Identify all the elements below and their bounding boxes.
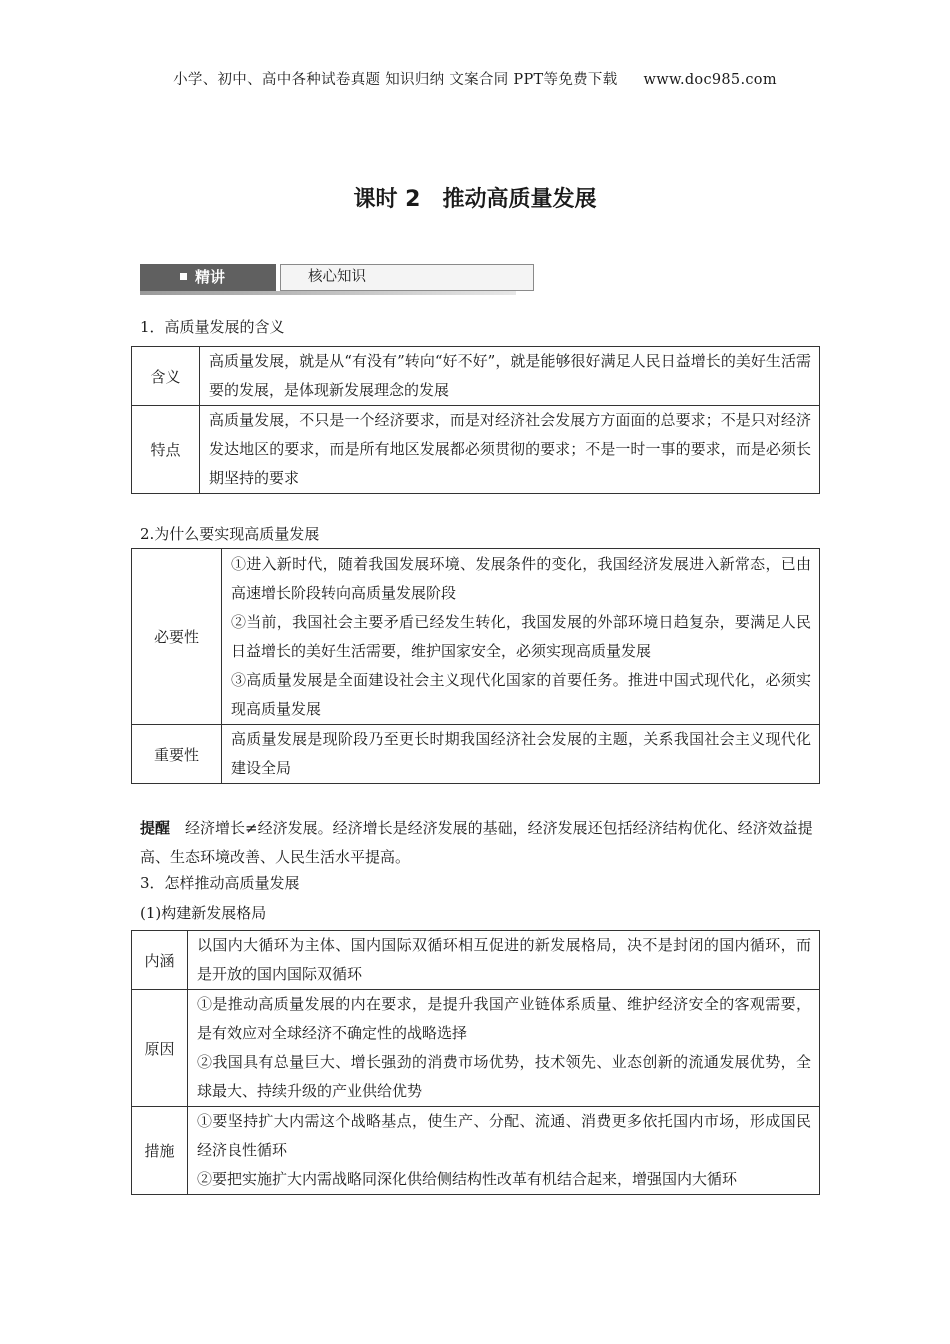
line: ②我国具有总量巨大、增长强劲的消费市场优势，技术领先、业态创新的流通发展优势，全球最大、持续升级的产业供给优势 — [197, 1053, 811, 1100]
table-row — [132, 725, 820, 784]
section2-heading: 2.为什么要实现高质量发展 — [140, 525, 320, 543]
row-text — [188, 1107, 820, 1195]
banner-right-label: 核心知识 — [308, 269, 366, 285]
page-title: 课时 2 推动高质量发展 — [353, 187, 597, 212]
line: 高质量发展是现阶段乃至更长时期我国经济社会发展的主题，关系我国社会主义现代化建设全局 — [231, 730, 811, 777]
row-label: 措施 — [132, 1107, 188, 1195]
row-text — [188, 990, 820, 1107]
row-label: 特点 — [132, 406, 200, 494]
line: ①进入新时代，随着我国发展环境、发展条件的变化，我国经济发展进入新常态，已由高速增长阶段转向高质量发展阶段 — [231, 554, 811, 602]
banner-left-label: 精讲 — [195, 268, 226, 286]
table-row — [132, 406, 820, 494]
row-text: 高质量发展，不只是一个经济要求，而是对经济社会发展方方面面的总要求；不是只对经济发达地区的要求，而是所有地区发展都必须贯彻的要求；不是一时一事的要求，而是必须长期坚持的要求 — [200, 406, 820, 494]
table-row — [132, 990, 820, 1107]
row-text — [222, 549, 820, 725]
table-row — [132, 1107, 820, 1195]
row-label: 内涵 — [132, 931, 188, 990]
line: ②要把实施扩大内需战略同深化供给侧结构性改革有机结合起来，增强国内大循环 — [197, 1170, 738, 1188]
banner-underline — [140, 291, 516, 295]
page-header — [0, 68, 950, 89]
line: ②当前，我国社会主要矛盾已经发生转化，我国发展的外部环境日趋复杂，要满足人民日益增长的美好生活需要，维护国家安全，必须实现高质量发展 — [231, 612, 811, 660]
row-label: 重要性 — [132, 725, 222, 784]
meaning-table — [131, 346, 820, 494]
section-banner — [140, 264, 516, 294]
how-table — [131, 930, 820, 1195]
row-label: 原因 — [132, 990, 188, 1107]
section3-subheading: (1)构建新发展格局 — [140, 904, 267, 922]
section3-heading: 3．怎样推动高质量发展 — [140, 874, 300, 892]
row-label: 含义 — [132, 347, 200, 406]
reminder-note — [140, 814, 820, 872]
line: ③高质量发展是全面建设社会主义现代化国家的首要任务。推进中国式现代化，必须实现高质量发展 — [231, 670, 811, 718]
header-url[interactable]: www.doc985.com — [643, 72, 777, 88]
row-text: 高质量发展，就是从“有没有”转向“好不好”，就是能够很好满足人民日益增长的美好生活需要的发展，是体现新发展理念的发展 — [200, 347, 820, 406]
square-bullet-icon — [180, 273, 187, 280]
banner-right — [280, 264, 534, 291]
why-table — [131, 548, 820, 784]
row-label: 必要性 — [132, 549, 222, 725]
line: ①是推动高质量发展的内在要求，是提升我国产业链体系质量、维护经济安全的客观需要，是有效应对全球经济不确定性的战略选择 — [197, 995, 811, 1042]
header-text: 小学、初中、高中各种试卷真题 知识归纳 文案合同 PPT等免费下载 — [173, 72, 618, 88]
row-text — [222, 725, 820, 784]
table-row — [132, 549, 820, 725]
line: ①要坚持扩大内需这个战略基点，使生产、分配、流通、消费更多依托国内市场，形成国民经济良性循环 — [197, 1112, 811, 1159]
table-row — [132, 347, 820, 406]
line: 以国内大循环为主体、国内国际双循环相互促进的新发展格局，决不是封闭的国内循环，而是开放的国内国际双循环 — [197, 936, 811, 983]
table-row — [132, 931, 820, 990]
section1-heading: 1．高质量发展的含义 — [140, 318, 285, 336]
reminder-label: 提醒 — [140, 819, 171, 837]
row-text — [188, 931, 820, 990]
reminder-text: 经济增长≠经济发展。经济增长是经济发展的基础，经济发展还包括经济结构优化、经济效益提高、生态环境改善、人民生活水平提高。 — [140, 819, 813, 866]
banner-left — [140, 264, 276, 291]
